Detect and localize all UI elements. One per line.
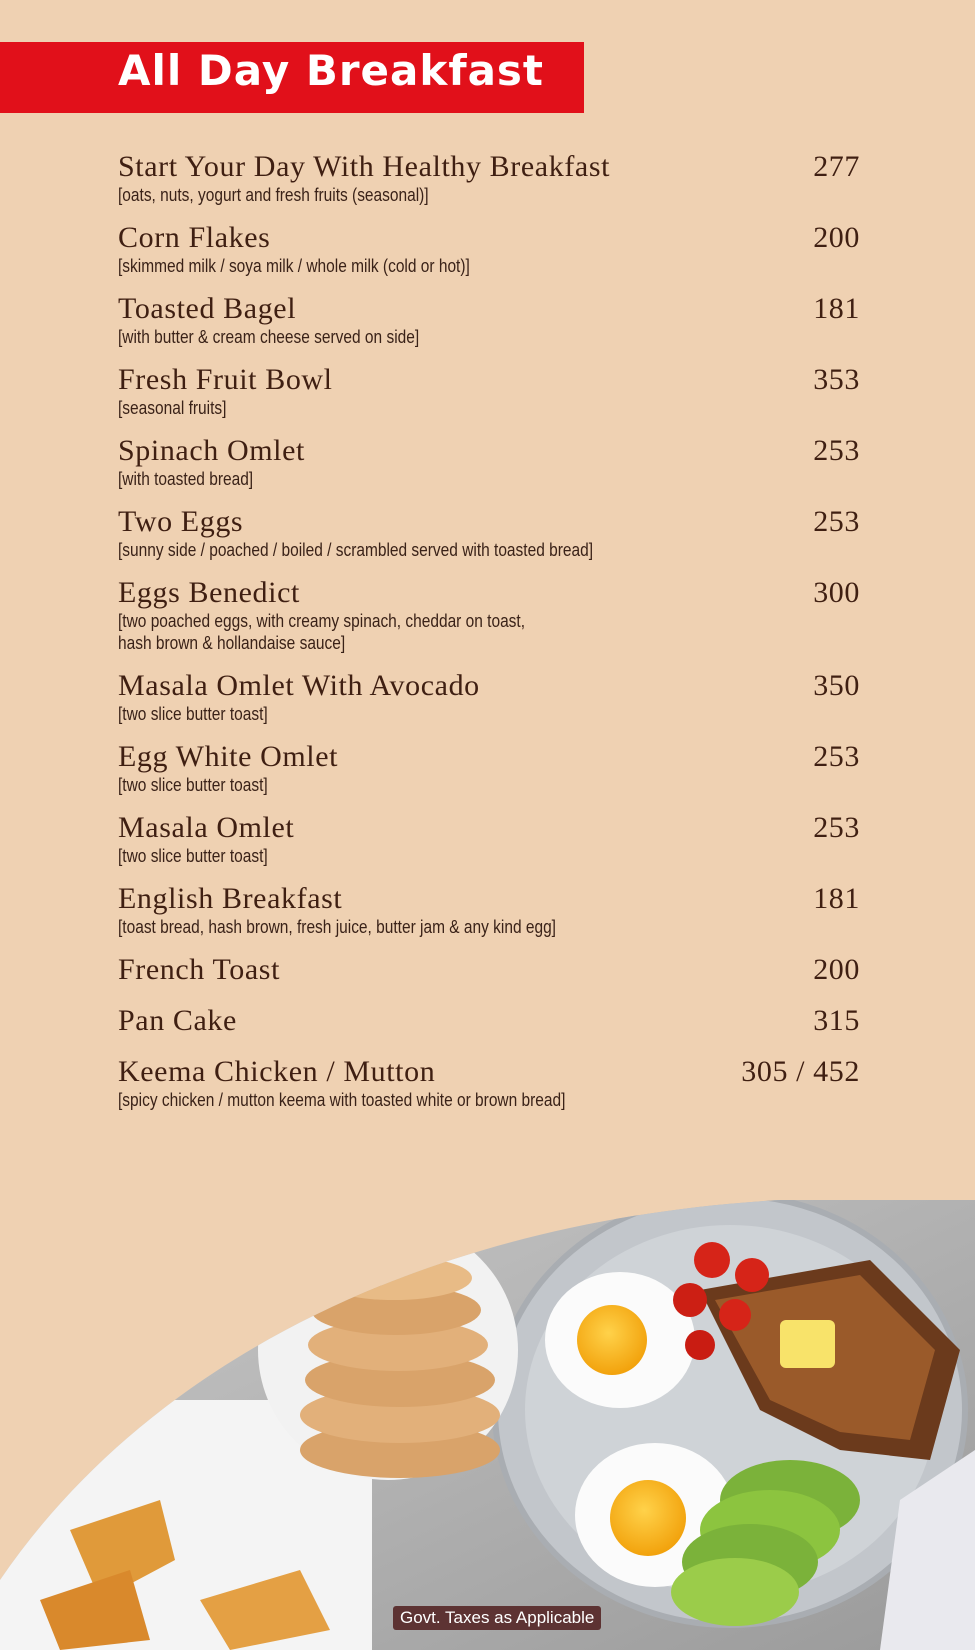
item-description: [with butter & cream cheese served on side] — [118, 327, 420, 347]
item-price: 350 — [813, 669, 860, 702]
item-price: 200 — [813, 221, 860, 254]
item-name: Toasted Bagel — [118, 292, 297, 325]
item-name: Two Eggs — [118, 505, 244, 538]
menu-item — [118, 576, 860, 654]
item-name: Corn Flakes — [118, 221, 271, 254]
item-description: [two slice butter toast] — [118, 846, 268, 866]
item-description: [oats, nuts, yogurt and fresh fruits (seasonal)] — [118, 185, 429, 205]
item-price: 253 — [813, 434, 860, 467]
item-price: 181 — [813, 882, 860, 915]
menu-item — [118, 363, 860, 419]
item-name: French Toast — [118, 953, 281, 986]
menu-item — [118, 150, 860, 206]
item-name: Masala Omlet — [118, 811, 295, 844]
menu-list — [118, 150, 860, 1126]
menu-item — [118, 740, 860, 796]
item-price: 300 — [813, 576, 860, 609]
menu-item — [118, 292, 860, 348]
menu-item — [118, 505, 860, 561]
item-name: Keema Chicken / Mutton — [118, 1055, 436, 1088]
menu-item — [118, 434, 860, 490]
tax-note: Govt. Taxes as Applicable — [393, 1606, 601, 1630]
item-name: Fresh Fruit Bowl — [118, 363, 333, 396]
item-description-line2: hash brown & hollandaise sauce] — [118, 633, 346, 653]
title-banner — [0, 42, 584, 113]
item-price: 305 / 452 — [741, 1055, 860, 1088]
item-price: 253 — [813, 811, 860, 844]
item-price: 353 — [813, 363, 860, 396]
item-price: 253 — [813, 505, 860, 538]
menu-item — [118, 1004, 860, 1038]
item-description: [with toasted bread] — [118, 469, 254, 489]
menu-item — [118, 882, 860, 938]
item-description: [sunny side / poached / boiled / scrambled served with toasted bread] — [118, 540, 594, 560]
menu-item — [118, 221, 860, 277]
item-description: [two slice butter toast] — [118, 775, 268, 795]
page-title: All Day Breakfast — [118, 46, 545, 95]
menu-item — [118, 953, 860, 987]
item-name: Egg White Omlet — [118, 740, 339, 773]
item-name: Start Your Day With Healthy Breakfast — [118, 150, 611, 183]
item-name: Pan Cake — [118, 1004, 237, 1037]
item-name: Spinach Omlet — [118, 434, 305, 467]
breakfast-photo — [0, 1200, 975, 1650]
item-price: 181 — [813, 292, 860, 325]
item-description: [skimmed milk / soya milk / whole milk (cold or hot)] — [118, 256, 470, 276]
item-description: [two poached eggs, with creamy spinach, cheddar on toast, — [118, 611, 526, 631]
item-price: 277 — [813, 150, 860, 183]
item-name: Masala Omlet With Avocado — [118, 669, 480, 702]
item-price: 200 — [813, 953, 860, 986]
item-description: [toast bread, hash brown, fresh juice, butter jam & any kind egg] — [118, 917, 556, 937]
item-name: Eggs Benedict — [118, 576, 300, 609]
item-description: [seasonal fruits] — [118, 398, 227, 418]
item-name: English Breakfast — [118, 882, 343, 915]
item-price: 315 — [813, 1004, 860, 1037]
menu-item — [118, 669, 860, 725]
menu-item — [118, 1055, 860, 1111]
item-price: 253 — [813, 740, 860, 773]
item-description: [two slice butter toast] — [118, 704, 268, 724]
item-description: [spicy chicken / mutton keema with toasted white or brown bread] — [118, 1090, 566, 1110]
menu-item — [118, 811, 860, 867]
